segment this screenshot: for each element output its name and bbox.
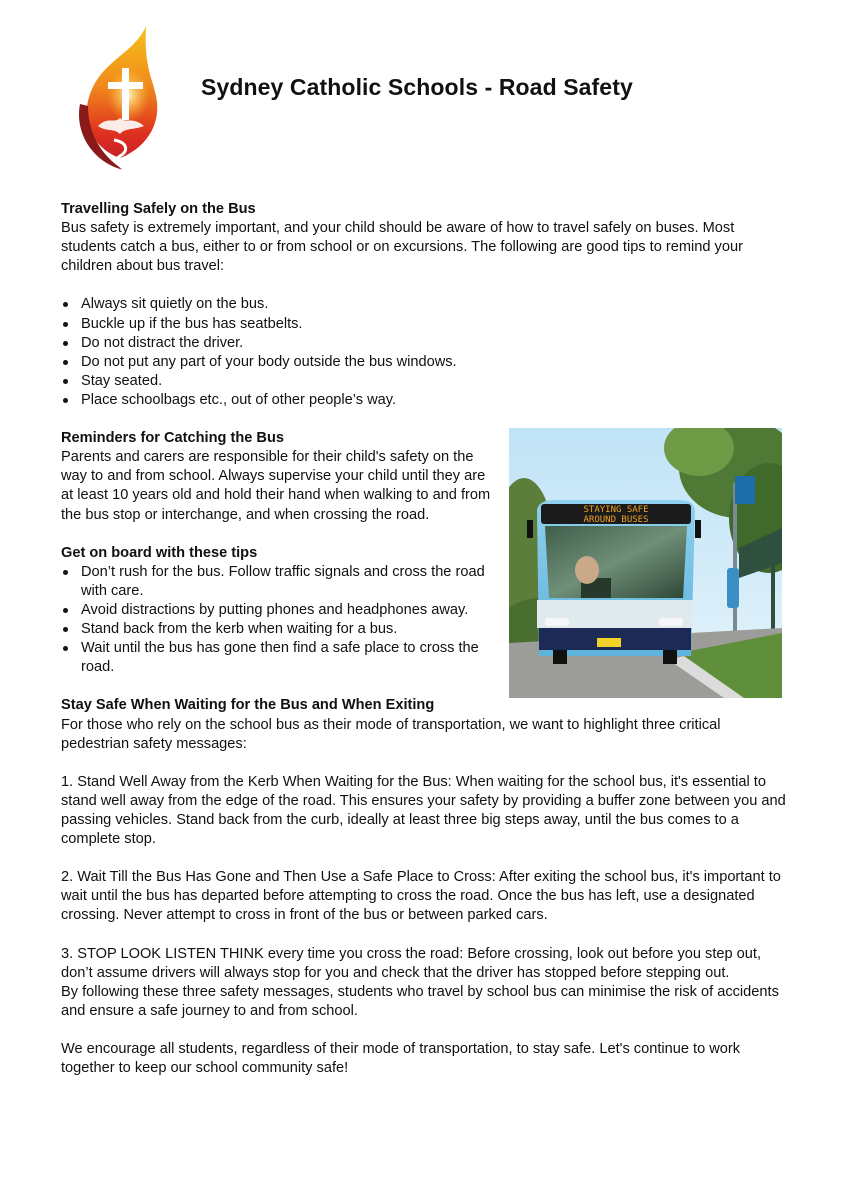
list-item: Stay seated. [61, 372, 791, 391]
list-item: Avoid distractions by putting phones and headphones away. [61, 601, 501, 620]
paragraph-point-3: 3. STOP LOOK LISTEN THINK every time you cross the road: Before crossing, look out before you step out, don’t assume drivers will always stop for you and check that the driver has stopped before stepping out. [61, 945, 762, 981]
section-heading-get-on-board: Get on board with these tips [61, 544, 258, 561]
list-item: Do not distract the driver. [61, 334, 791, 353]
paragraph-point-1: 1. Stand Well Away from the Kerb When Waiting for the Bus: When waiting for the school bus, it's essential to stand well away from the edge of the road. This ensures your safety by providing a buffer zone between you and passing vehicles. Stand back from the curb, ideally at least three big steps away, until the bus comes to a complete stop. [61, 773, 786, 848]
section-heading-reminders: Reminders for Catching the Bus [61, 430, 284, 447]
section-heading-travelling-safely: Travelling Safely on the Bus [61, 201, 256, 217]
page-title: Sydney Catholic Schools - Road Safety [201, 74, 633, 100]
section-heading-stay-safe: Stay Safe When Waiting for the Bus and When Exiting [61, 697, 435, 714]
list-item: Buckle up if the bus has seatbelts. [61, 315, 791, 334]
paragraph-point-2: 2. Wait Till the Bus Has Gone and Then Use a Safe Place to Cross: After exiting the school bus, it's important to wait until the bus has departed before attempting to cross the road. Once the bus has left, use a designated crossing. Never attempt to cross in front of the bus or between parked cars. [61, 869, 781, 924]
sydney-catholic-schools-logo [74, 24, 166, 174]
list-item: Stand back from the kerb when waiting for a bus. [61, 620, 501, 639]
paragraph-summary: By following these three safety messages, students who travel by school bus can minimise the risk of accidents and ensure a safe journey to and from school. [61, 983, 779, 1019]
list-item: Don’t rush for the bus. Follow traffic signals and cross the road with care. [61, 563, 501, 601]
bus-destination-sign-line-1: STAYING SAFE [583, 505, 649, 515]
list-item: Do not put any part of your body outside the bus windows. [61, 353, 791, 372]
paragraph-closing: We encourage all students, regardless of their mode of transportation, to stay safe. Let's continue to work together to keep our school community safe! [61, 1041, 741, 1077]
list-item: Wait until the bus has gone then find a safe place to cross the road. [61, 639, 501, 677]
get-on-board-list [61, 563, 501, 678]
list-item: Place schoolbags etc., out of other people’s way. [61, 391, 791, 410]
list-item: Always sit quietly on the bus. [61, 295, 791, 314]
bus-destination-sign-line-2: AROUND BUSES [583, 515, 649, 525]
bus-tips-list [61, 295, 791, 410]
bus-photo [509, 428, 782, 698]
paragraph-bus-safety-intro: Bus safety is extremely important, and your child should be aware of how to travel safely on buses. Most students catch a bus, either to or from school or on excursions. The following are good tips to remind your children about bus travel: [61, 220, 743, 275]
paragraph-stay-safe-intro: For those who rely on the school bus as their mode of transportation, we want to highlight three critical pedestrian safety messages: [61, 716, 721, 752]
paragraph-reminders: Parents and carers are responsible for their child's safety on the way to and from school. Always supervise your child until they are at least 10 years old and hold their hand when walking to and from the bus stop or interchange, and when crossing the road. [61, 449, 491, 523]
